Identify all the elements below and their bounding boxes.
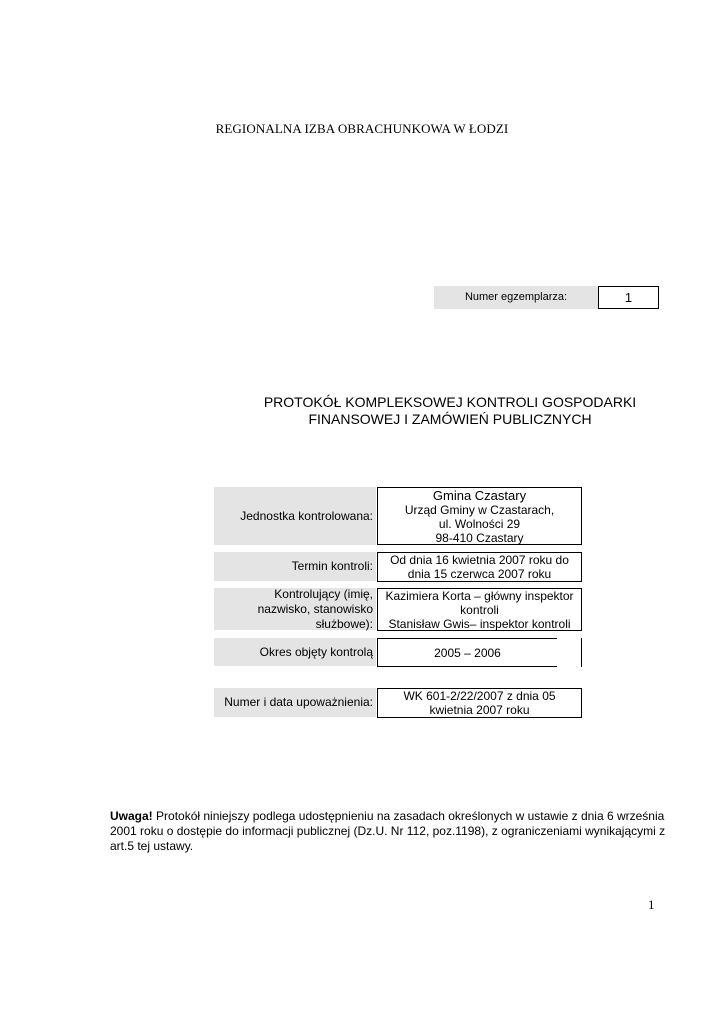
period-text: 2005 – 2006 (434, 645, 501, 660)
document-title-line-1: PROTOKÓŁ KOMPLEKSOWEJ KONTROLI GOSPODARKI (263, 394, 637, 410)
disclosure-note (110, 809, 670, 854)
page-number: 1 (648, 897, 655, 912)
period-right-border (581, 638, 582, 667)
entity-label: Jednostka kontrolowana: (214, 487, 376, 545)
controllers-line: Kazimiera Korta – główny inspektor (385, 588, 574, 603)
document-title-line-2: FINANSOWEJ I ZAMÓWIEŃ PUBLICZNYCH (308, 411, 592, 427)
term-line: dnia 15 czerwca 2007 roku (407, 567, 552, 581)
term-value (377, 552, 582, 582)
term-label: Termin kontroli: (214, 552, 376, 581)
controllers-line: kontroli (460, 602, 499, 617)
period-label: Okres objęty kontrolą (214, 638, 376, 666)
entity-line: ul. Wolności 29 (438, 516, 521, 531)
authorization-line: WK 601-2/22/2007 z dnia 05 (403, 689, 556, 703)
copy-number-value: 1 (598, 286, 659, 309)
note-warning-label: Uwaga! (110, 809, 153, 823)
period-value (377, 638, 557, 667)
controllers-line: Stanisław Gwis– inspektor kontroli (388, 616, 571, 631)
controllers-value (377, 588, 582, 631)
controllers-label-line: służbowe): (315, 616, 373, 631)
authorization-label: Numer i data upoważnienia: (214, 688, 376, 717)
entity-value (377, 487, 582, 545)
controllers-label-line: nazwisko, stanowisko (257, 601, 373, 616)
entity-line: Urząd Gminy w Czastarach, (404, 502, 555, 517)
institution-header: REGIONALNA IZBA OBRACHUNKOWA W ŁODZI (215, 121, 509, 136)
entity-line: Gmina Czastary (432, 487, 527, 503)
authorization-line: kwietnia 2007 roku (429, 703, 530, 717)
term-line: Od dnia 16 kwietnia 2007 roku do (390, 553, 569, 567)
document-title (250, 394, 650, 428)
controllers-label-line: Kontrolujący (imię, (274, 586, 373, 601)
controllers-label (214, 588, 376, 630)
authorization-value (377, 688, 582, 718)
copy-number-label: Numer egzemplarza: (434, 286, 598, 309)
note-text: Protokół niniejszy podlega udostępnieniu na zasadach określonych w ustawie z dnia 6 września 2001 roku o dostępie do informacji publicznej (Dz.U. Nr 112, poz.1198), z ograniczeniami wynikającymi z art.5 tej ustawy. (110, 809, 666, 853)
entity-line: 98-410 Czastary (435, 530, 524, 545)
